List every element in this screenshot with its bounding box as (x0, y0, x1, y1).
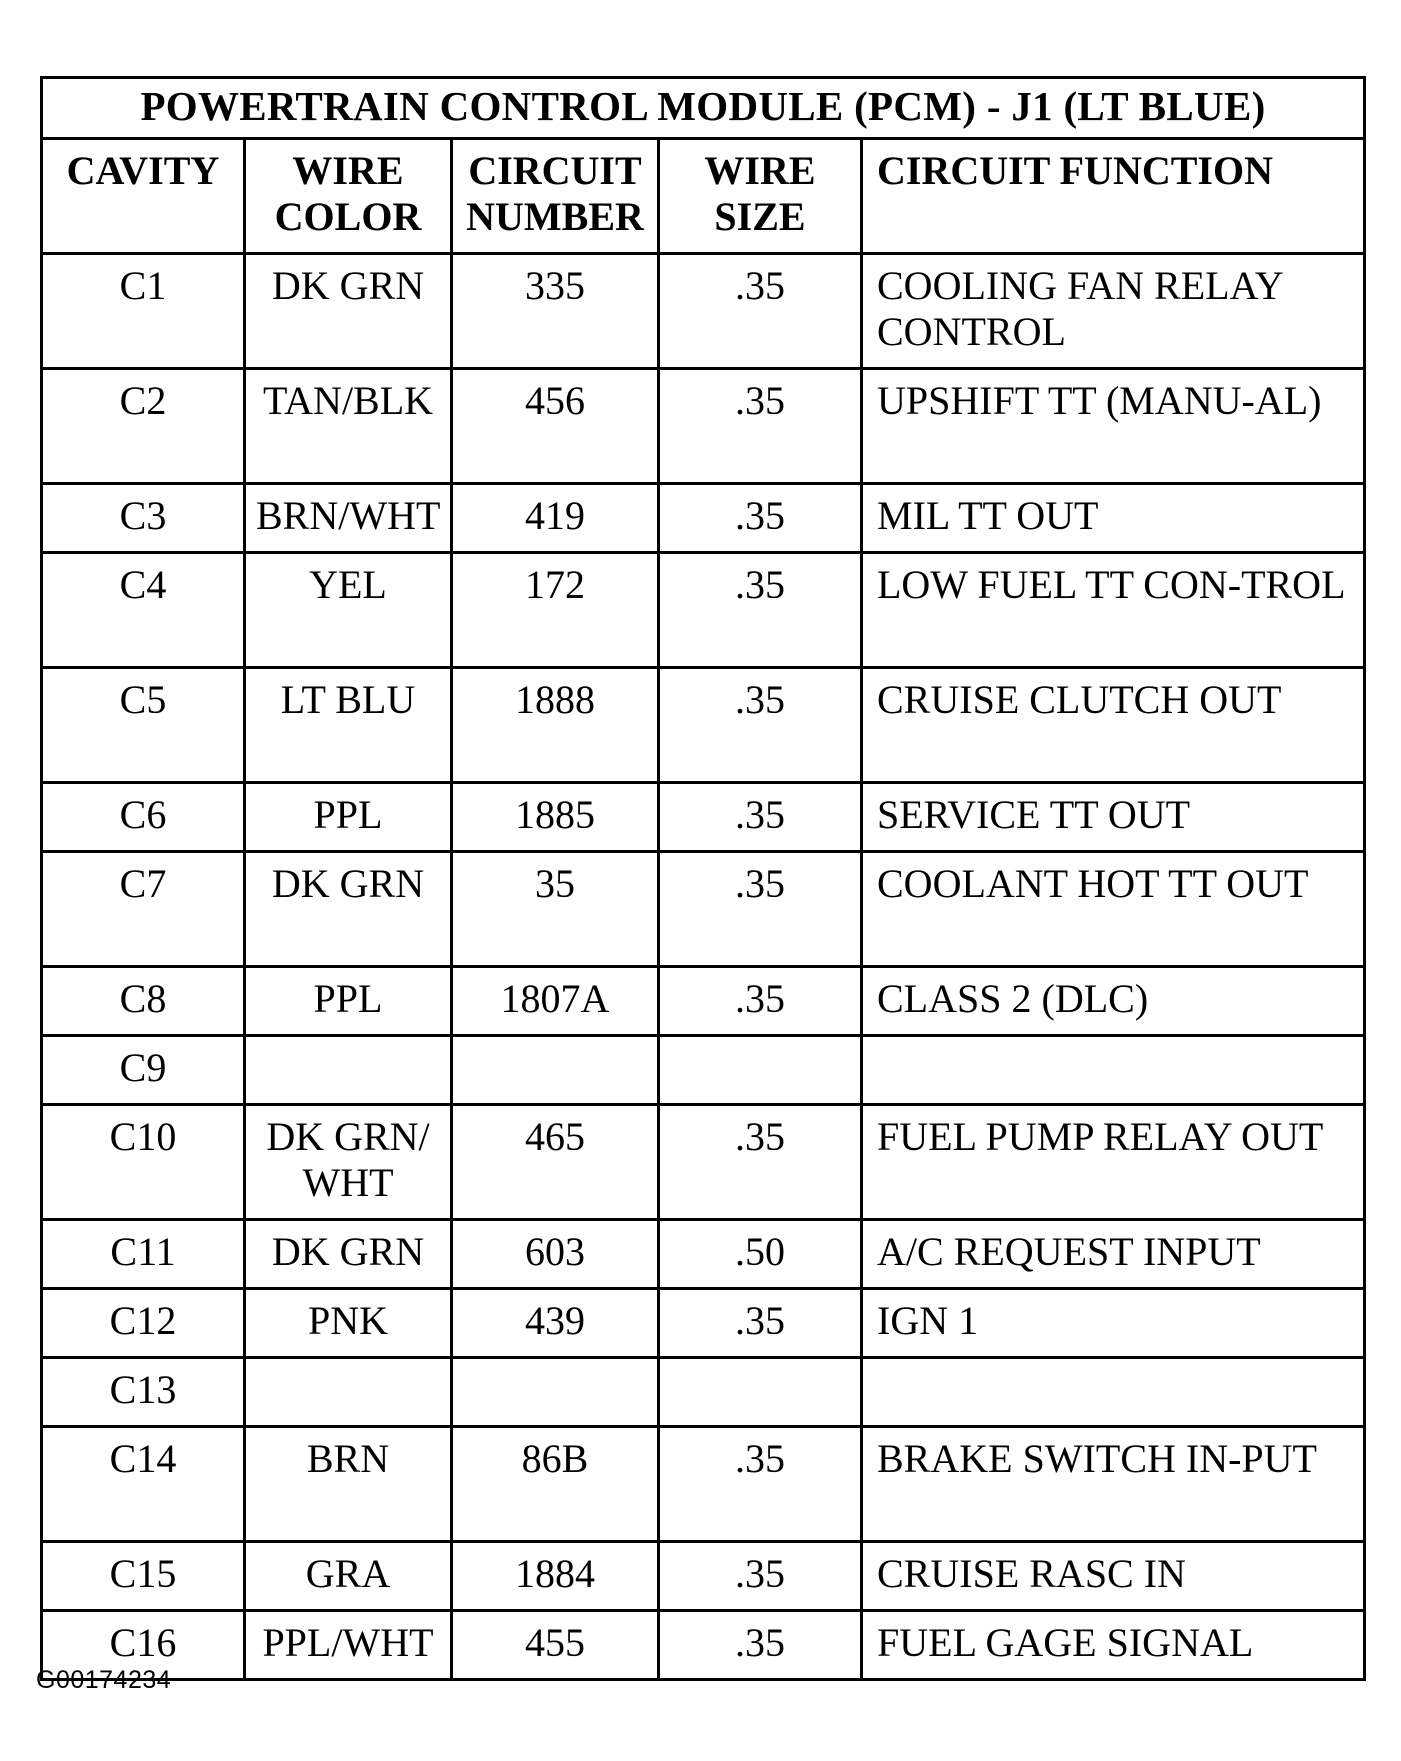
header-circuit-function: CIRCUIT FUNCTION (862, 139, 1365, 254)
cavity-cell: C15 (42, 1542, 245, 1611)
wire-color-cell: PNK (245, 1289, 452, 1358)
wire-size-cell: .35 (659, 484, 862, 553)
table-row (42, 783, 1365, 852)
table-row (42, 1358, 1365, 1427)
table-row (42, 967, 1365, 1036)
pcm-connector-table-container (40, 76, 1363, 1681)
circuit-number-cell: 1888 (452, 668, 659, 783)
table-row (42, 1220, 1365, 1289)
circuit-number-cell: 35 (452, 852, 659, 967)
circuit-function-cell: CRUISE RASC IN (862, 1542, 1365, 1611)
cavity-cell: C2 (42, 369, 245, 484)
table-row (42, 1611, 1365, 1680)
wire-size-cell: .35 (659, 369, 862, 484)
circuit-function-cell: SERVICE TT OUT (862, 783, 1365, 852)
circuit-number-cell: 456 (452, 369, 659, 484)
wire-color-cell: TAN/BLK (245, 369, 452, 484)
table-row (42, 1427, 1365, 1542)
wire-size-cell: .35 (659, 783, 862, 852)
circuit-number-cell (452, 1036, 659, 1105)
table-row (42, 668, 1365, 783)
table-row (42, 553, 1365, 668)
wire-color-cell: PPL (245, 783, 452, 852)
wire-size-cell: .35 (659, 1289, 862, 1358)
circuit-function-cell (862, 1358, 1365, 1427)
table-title-row (42, 78, 1365, 139)
wire-size-cell: .35 (659, 553, 862, 668)
cavity-cell: C14 (42, 1427, 245, 1542)
table-header-row (42, 139, 1365, 254)
header-wire-size: WIRE SIZE (659, 139, 862, 254)
circuit-number-cell: 1807A (452, 967, 659, 1036)
cavity-cell: C13 (42, 1358, 245, 1427)
wire-color-cell: PPL/WHT (245, 1611, 452, 1680)
circuit-function-cell: BRAKE SWITCH IN-PUT (862, 1427, 1365, 1542)
header-cavity: CAVITY (42, 139, 245, 254)
circuit-number-cell: 1885 (452, 783, 659, 852)
table-row (42, 369, 1365, 484)
cavity-cell: C8 (42, 967, 245, 1036)
circuit-number-cell (452, 1358, 659, 1427)
cavity-cell: C16 (42, 1611, 245, 1680)
wire-size-cell: .35 (659, 254, 862, 369)
circuit-function-cell: COOLANT HOT TT OUT (862, 852, 1365, 967)
cavity-cell: C4 (42, 553, 245, 668)
wire-size-cell: .35 (659, 1611, 862, 1680)
wire-color-cell: LT BLU (245, 668, 452, 783)
wire-size-cell: .50 (659, 1220, 862, 1289)
table-row (42, 254, 1365, 369)
wire-size-cell (659, 1358, 862, 1427)
header-wire-color: WIRE COLOR (245, 139, 452, 254)
cavity-cell: C10 (42, 1105, 245, 1220)
circuit-number-cell: 86B (452, 1427, 659, 1542)
cavity-cell: C1 (42, 254, 245, 369)
wire-size-cell: .35 (659, 1105, 862, 1220)
wire-size-cell: .35 (659, 1542, 862, 1611)
circuit-function-cell: A/C REQUEST INPUT (862, 1220, 1365, 1289)
circuit-number-cell: 172 (452, 553, 659, 668)
circuit-number-cell: 1884 (452, 1542, 659, 1611)
table-row (42, 1105, 1365, 1220)
wire-color-cell: BRN (245, 1427, 452, 1542)
wire-size-cell: .35 (659, 852, 862, 967)
circuit-number-cell: 439 (452, 1289, 659, 1358)
circuit-function-cell: CLASS 2 (DLC) (862, 967, 1365, 1036)
wire-color-cell: DK GRN (245, 852, 452, 967)
table-row (42, 484, 1365, 553)
circuit-function-cell (862, 1036, 1365, 1105)
circuit-function-cell: UPSHIFT TT (MANU-AL) (862, 369, 1365, 484)
table-row (42, 1289, 1365, 1358)
header-circuit-number: CIRCUIT NUMBER (452, 139, 659, 254)
circuit-number-cell: 335 (452, 254, 659, 369)
figure-id-label: G00174234 (36, 1666, 172, 1694)
circuit-number-cell: 603 (452, 1220, 659, 1289)
wire-color-cell: GRA (245, 1542, 452, 1611)
cavity-cell: C12 (42, 1289, 245, 1358)
circuit-function-cell: MIL TT OUT (862, 484, 1365, 553)
wire-color-cell: YEL (245, 553, 452, 668)
table-row (42, 1542, 1365, 1611)
wire-color-cell: BRN/WHT (245, 484, 452, 553)
cavity-cell: C11 (42, 1220, 245, 1289)
circuit-number-cell: 419 (452, 484, 659, 553)
table-title: POWERTRAIN CONTROL MODULE (PCM) - J1 (LT BLUE) (42, 78, 1365, 139)
circuit-function-cell: CRUISE CLUTCH OUT (862, 668, 1365, 783)
wire-color-cell: DK GRN (245, 254, 452, 369)
cavity-cell: C9 (42, 1036, 245, 1105)
wire-color-cell: DK GRN (245, 1220, 452, 1289)
circuit-function-cell: FUEL GAGE SIGNAL (862, 1611, 1365, 1680)
circuit-function-cell: FUEL PUMP RELAY OUT (862, 1105, 1365, 1220)
table-row (42, 1036, 1365, 1105)
wire-size-cell: .35 (659, 967, 862, 1036)
cavity-cell: C7 (42, 852, 245, 967)
circuit-number-cell: 465 (452, 1105, 659, 1220)
wire-color-cell (245, 1358, 452, 1427)
cavity-cell: C5 (42, 668, 245, 783)
wire-color-cell: PPL (245, 967, 452, 1036)
cavity-cell: C6 (42, 783, 245, 852)
circuit-number-cell: 455 (452, 1611, 659, 1680)
wire-size-cell: .35 (659, 1427, 862, 1542)
circuit-function-cell: LOW FUEL TT CON-TROL (862, 553, 1365, 668)
wire-color-cell: DK GRN/ WHT (245, 1105, 452, 1220)
table-row (42, 852, 1365, 967)
circuit-function-cell: COOLING FAN RELAY CONTROL (862, 254, 1365, 369)
circuit-function-cell: IGN 1 (862, 1289, 1365, 1358)
cavity-cell: C3 (42, 484, 245, 553)
wire-color-cell (245, 1036, 452, 1105)
wire-size-cell (659, 1036, 862, 1105)
pcm-connector-table (40, 76, 1366, 1681)
wire-size-cell: .35 (659, 668, 862, 783)
